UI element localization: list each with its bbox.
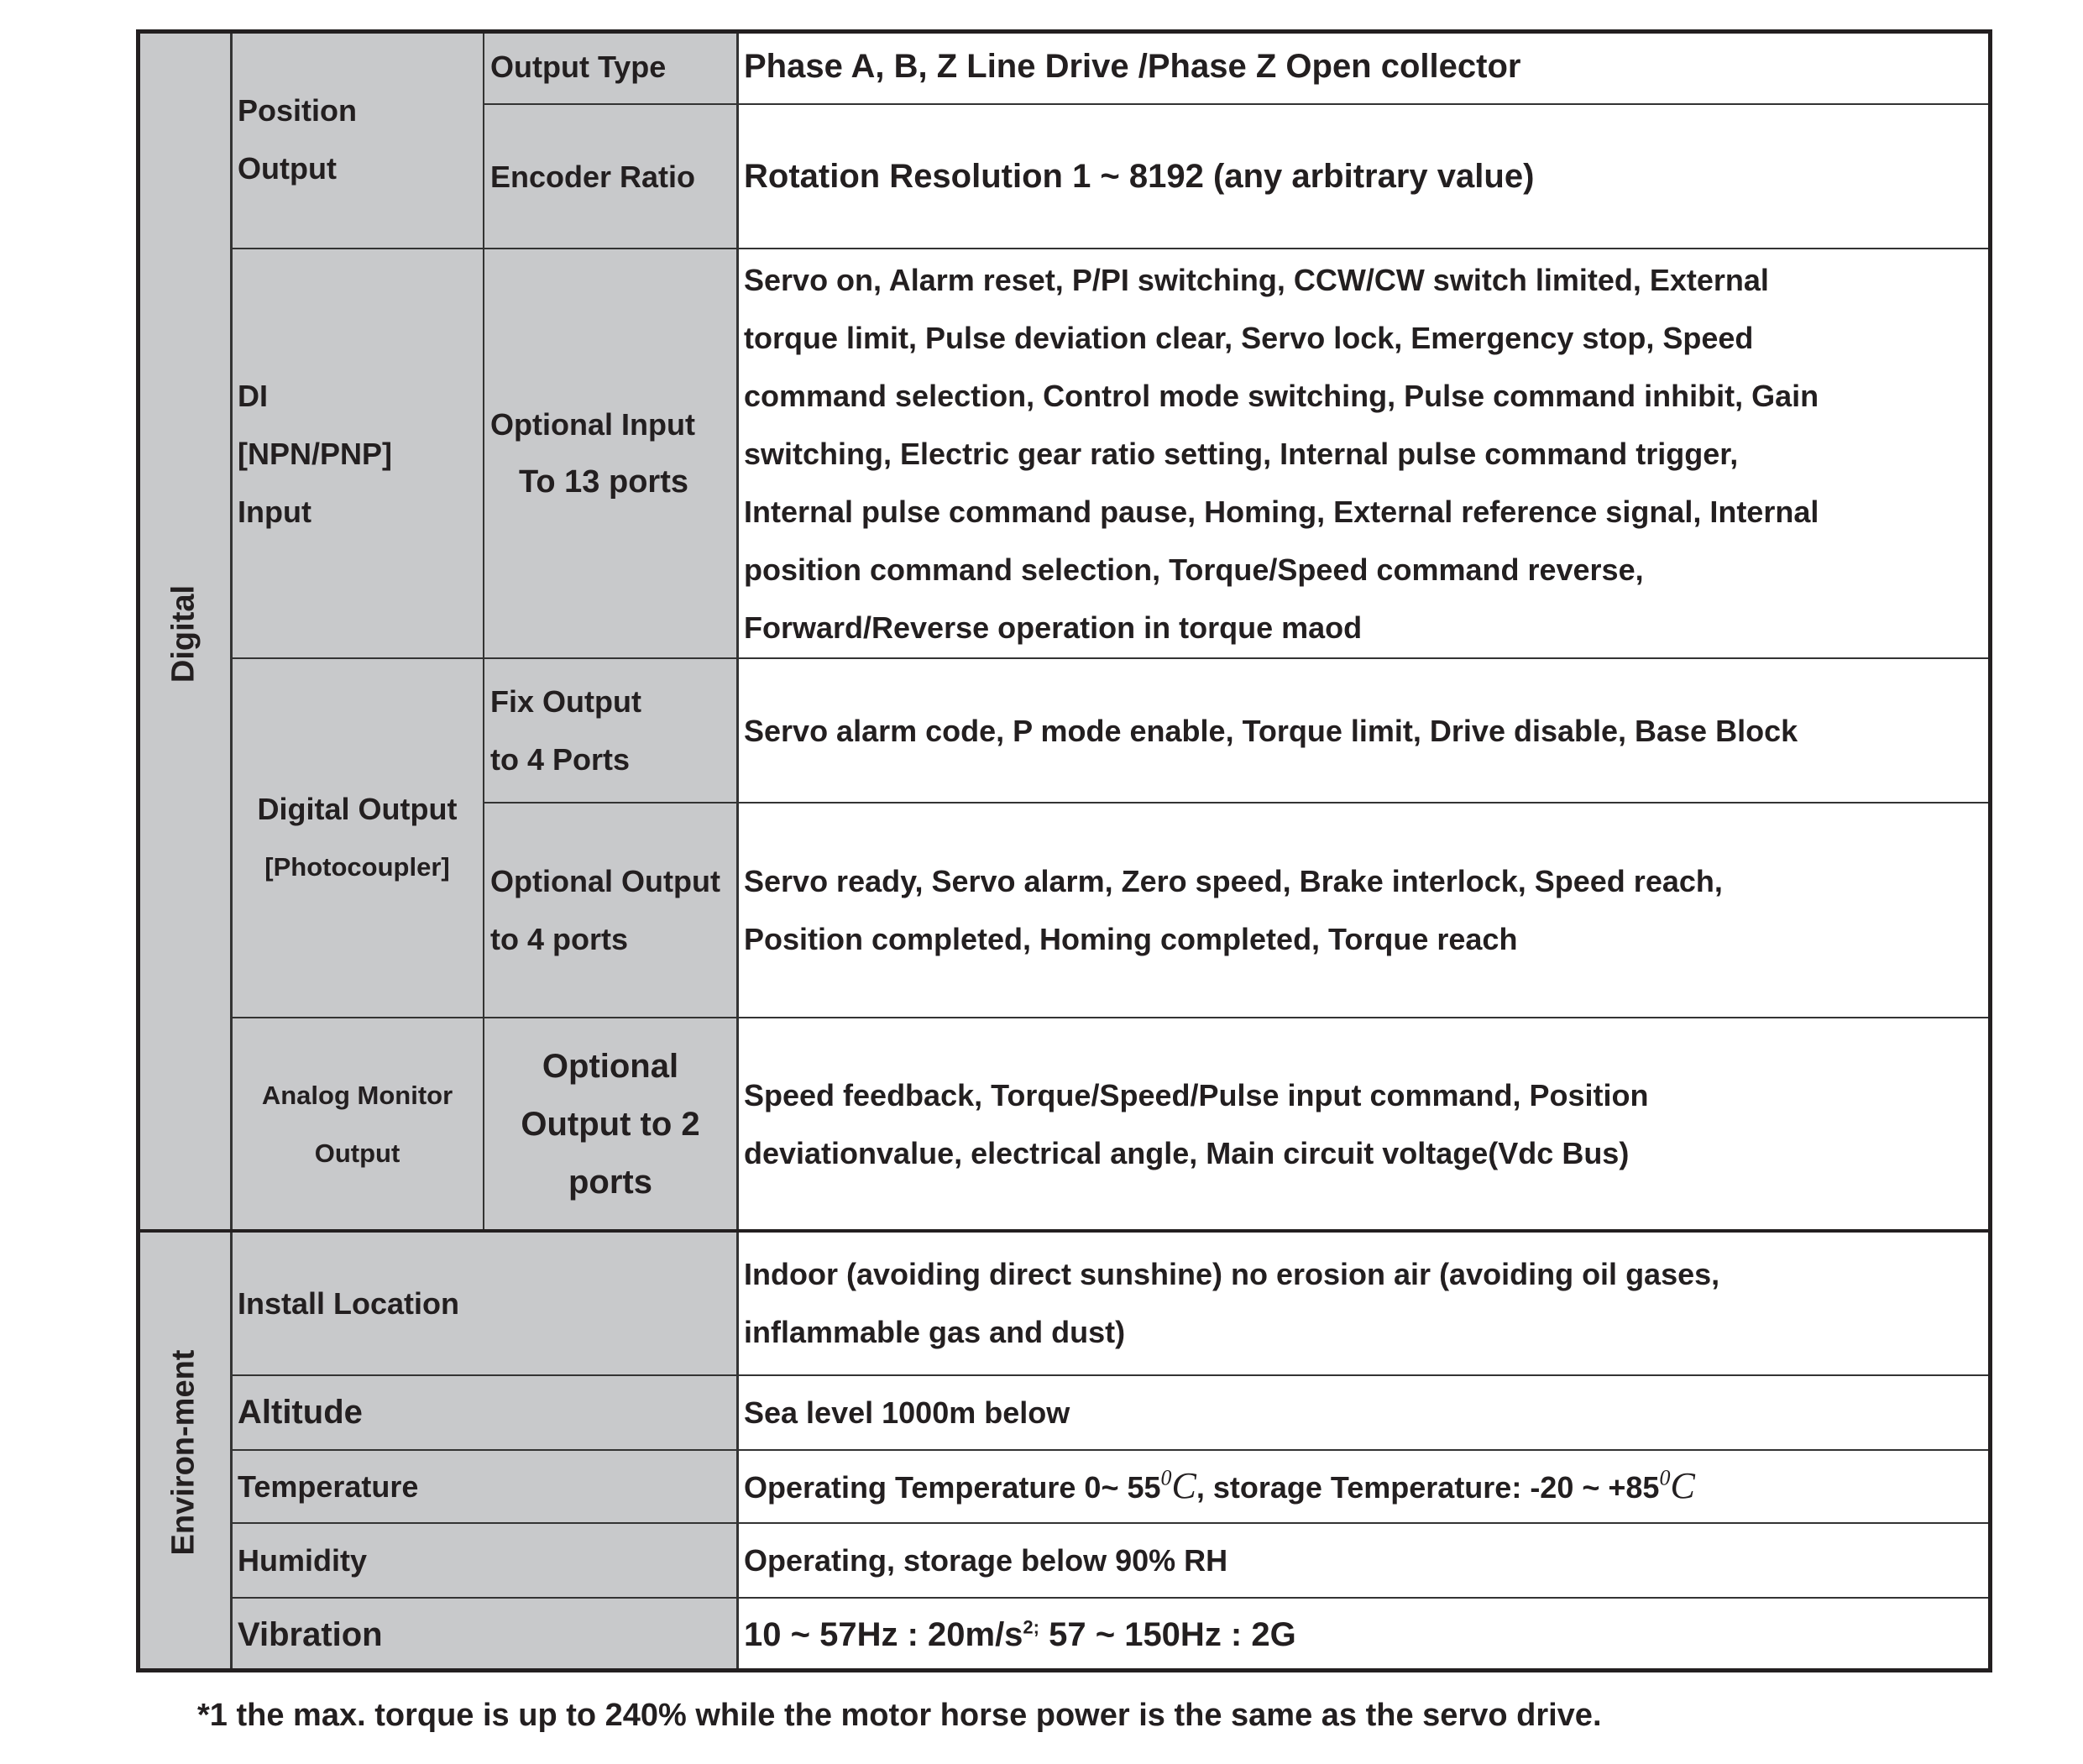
- value-line: Forward/Reverse operation in torque maod: [744, 610, 1363, 645]
- divider: [736, 29, 739, 1672]
- vibration-line: [744, 1606, 1992, 1664]
- footnote: *1 the max. torque is up to 240% while the motor horse power is the same as the servo drive.: [197, 1698, 1602, 1733]
- label-line: Output: [314, 1138, 400, 1168]
- analog-optional-output-label: [484, 1018, 737, 1231]
- di-input-value: [737, 249, 1992, 658]
- label-line: [NPN/PNP]: [238, 436, 393, 471]
- vibration-part-a: 10 ~ 57Hz : 20m/s: [744, 1616, 1023, 1653]
- value-line: switching, Electric gear ratio setting, Internal pulse command trigger,: [744, 436, 1739, 471]
- value-line: inflammable gas and dust): [744, 1315, 1126, 1349]
- superscript-2: 2: [1023, 1616, 1034, 1638]
- label-line: Analog Monitor: [261, 1081, 453, 1110]
- output-type-label: Output Type: [484, 29, 737, 104]
- position-output-label: [231, 29, 484, 249]
- value-line: deviationvalue, electrical angle, Main circuit voltage(Vdc Bus): [744, 1136, 1630, 1170]
- divider: [483, 29, 484, 1231]
- label-line: Optional Input: [490, 407, 695, 442]
- label-line: [Photocoupler]: [264, 852, 450, 882]
- label-line: DI: [238, 378, 268, 413]
- section-divider: [136, 1229, 1992, 1233]
- optional-output-value: [737, 803, 1992, 1018]
- vibration-value: [737, 1598, 1992, 1672]
- value-line: Servo ready, Servo alarm, Zero speed, Brake interlock, Speed reach,: [744, 864, 1723, 898]
- fix-output-label: [484, 658, 737, 803]
- optional-output-label: [484, 803, 737, 1018]
- divider: [231, 1597, 1992, 1599]
- superscript-semicolon: ;: [1033, 1616, 1039, 1638]
- fix-output-value: Servo alarm code, P mode enable, Torque limit, Drive disable, Base Block: [737, 658, 1992, 803]
- degree-mark: 0: [1160, 1465, 1172, 1490]
- divider: [484, 103, 1992, 105]
- label-line: Position: [238, 92, 357, 128]
- value-line: Indoor (avoiding direct sunshine) no erosion air (avoiding oil gases,: [744, 1257, 1720, 1291]
- degree-mark: 0: [1659, 1465, 1671, 1490]
- label-line: to 4 Ports: [490, 742, 631, 777]
- label-line: Output: [238, 150, 337, 186]
- di-input-label: [231, 249, 484, 658]
- humidity-value: Operating, storage below 90% RH: [737, 1523, 1992, 1598]
- temperature-operating: Operating Temperature 0~ 55: [744, 1470, 1161, 1505]
- altitude-label: Altitude: [231, 1375, 737, 1450]
- value-line: Servo on, Alarm reset, P/PI switching, CCW/CW switch limited, External: [744, 262, 1769, 297]
- encoder-ratio-label: Encoder Ratio: [484, 104, 737, 249]
- label-line: Optional: [542, 1047, 679, 1085]
- label-line: To 13 ports: [519, 464, 688, 500]
- value-line: Speed feedback, Torque/Speed/Pulse input command, Position: [744, 1078, 1649, 1112]
- value-line: Internal pulse command pause, Homing, External reference signal, Internal: [744, 494, 1819, 529]
- label-line: ports: [568, 1163, 652, 1201]
- temperature-value: [737, 1450, 1992, 1523]
- analog-monitor-label: [231, 1018, 484, 1231]
- temperature-label: Temperature: [231, 1450, 737, 1523]
- value-line: Position completed, Homing completed, Torque reach: [744, 922, 1518, 956]
- analog-monitor-value: [737, 1018, 1992, 1231]
- divider: [231, 657, 1992, 659]
- temperature-line: [744, 1457, 1992, 1516]
- value-line: command selection, Control mode switching, Pulse command inhibit, Gain: [744, 378, 1819, 413]
- divider: [231, 1449, 1992, 1451]
- humidity-label: Humidity: [231, 1523, 737, 1598]
- divider: [231, 1017, 1992, 1018]
- optional-input-label: [484, 249, 737, 658]
- divider: [484, 802, 1992, 803]
- celsius-unit: [1161, 1465, 1196, 1506]
- value-line: position command selection, Torque/Speed command reverse,: [744, 552, 1644, 587]
- label-line: Input: [238, 494, 311, 529]
- divider: [231, 1522, 1992, 1524]
- celsius-unit: [1659, 1465, 1694, 1506]
- install-location-label: Install Location: [231, 1231, 737, 1375]
- altitude-value: Sea level 1000m below: [737, 1375, 1992, 1450]
- label-line: Output to 2: [521, 1105, 700, 1143]
- celsius-c: C: [1670, 1465, 1695, 1506]
- label-line: Fix Output: [490, 684, 641, 719]
- vibration-part-b: 57 ~ 150Hz : 2G: [1039, 1616, 1296, 1653]
- group-environment-label: Environ-ment: [165, 1349, 201, 1556]
- temperature-storage: , storage Temperature: -20 ~ +85: [1196, 1470, 1660, 1505]
- output-type-value: Phase A, B, Z Line Drive /Phase Z Open collector: [737, 29, 1992, 104]
- divider: [231, 1374, 1992, 1376]
- digital-output-label: [231, 658, 484, 1018]
- vibration-label: Vibration: [231, 1598, 737, 1672]
- value-line: torque limit, Pulse deviation clear, Servo lock, Emergency stop, Speed: [744, 320, 1754, 355]
- install-location-value: [737, 1231, 1992, 1375]
- divider: [231, 248, 1992, 249]
- celsius-c: C: [1171, 1465, 1196, 1506]
- label-line: Digital Output: [257, 792, 458, 826]
- group-digital-label: Digital: [165, 584, 201, 683]
- divider: [230, 29, 233, 1672]
- label-line: to 4 ports: [490, 922, 629, 956]
- label-line: Optional Output: [490, 864, 720, 898]
- encoder-ratio-value: Rotation Resolution 1 ~ 8192 (any arbitrary value): [737, 104, 1992, 249]
